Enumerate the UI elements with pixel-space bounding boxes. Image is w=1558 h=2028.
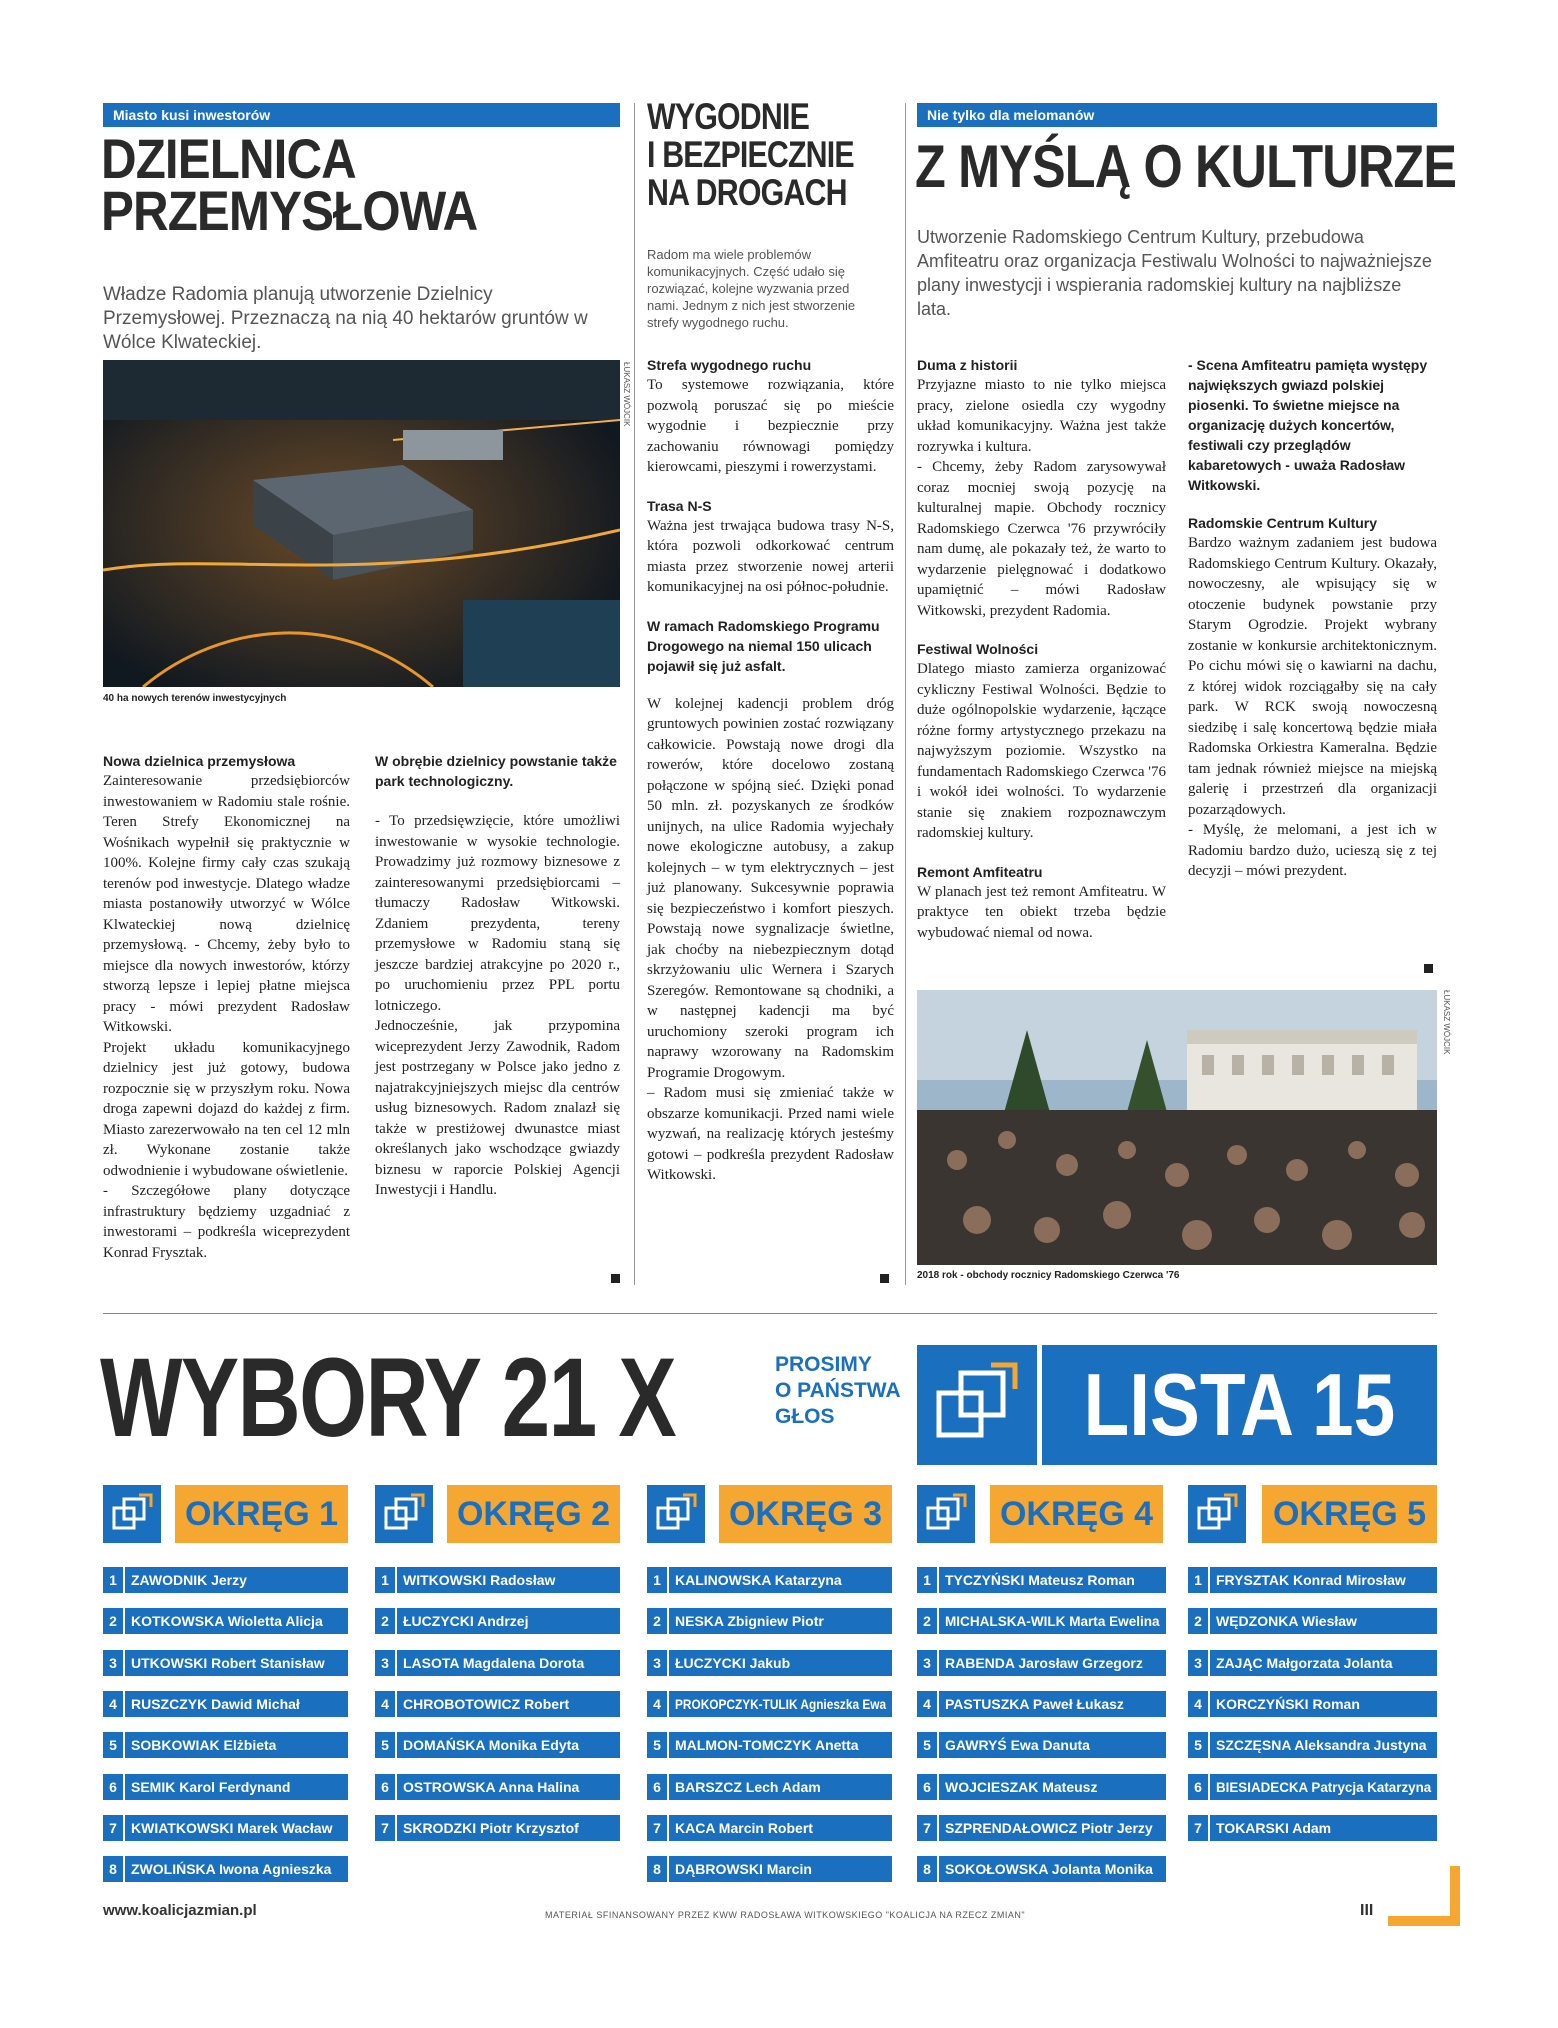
candidate-name: KORCZYŃSKI Roman — [1216, 1695, 1360, 1712]
candidate-number: 6 — [917, 1774, 939, 1800]
candidate-name: SZPRENDAŁOWICZ Piotr Jerzy — [945, 1819, 1153, 1836]
candidate-name: UTKOWSKI Robert Stanisław — [131, 1654, 325, 1671]
candidate-number: 4 — [103, 1691, 125, 1717]
candidate-name: MALMON-TOMCZYK Anetta — [675, 1737, 859, 1754]
candidate-name: GAWRYŚ Ewa Danuta — [945, 1737, 1090, 1754]
candidate-row — [917, 1732, 1166, 1758]
candidate-name: OSTROWSKA Anna Halina — [403, 1778, 580, 1795]
district-2-header: OKRĘG 2 — [447, 1485, 620, 1543]
middle-text-3: W kolejnej kadencji problem dróg gruntowych powinien zostać rozwiązany całkowicie. Powstają nowe drogi dla rowerów, które docelowo zostaną połączone w spójną sieć. Dzięki ponad 50 mln. zł. pozyskanych ze środków unijnych, na ulice Radomia wyjechały nowe ekologiczne autobusy, a zakup kolejnych – w tym elektrycznych – jest już planowany. Sukcesywnie poprawia się bezpieczeństwo i komfort pieszych. Powstają nowe sygnalizacje świetlne, jak choćby na niebezpiecznym dotąd skrzyżowaniu ulic Wernera i Szarych Szeregów. Remontowane są chodniki, a w następnej kadencji ma być uruchomiony szeroki program ich naprawy wzorowany na Radomskim Programie Drogowym. — [647, 695, 894, 1081]
candidate-row — [375, 1608, 620, 1634]
coalition-logo-icon — [1188, 1485, 1246, 1543]
candidate-number: 4 — [917, 1691, 939, 1717]
candidate-number: 7 — [917, 1815, 939, 1841]
candidate-number: 7 — [103, 1815, 125, 1841]
candidate-name: CHROBOTOWICZ Robert — [403, 1695, 570, 1712]
candidate-row — [1188, 1815, 1437, 1841]
candidate-name: DĄBROWSKI Marcin — [675, 1861, 812, 1878]
article-end-mark — [1424, 964, 1433, 973]
candidate-row — [647, 1608, 892, 1634]
candidate-number: 4 — [647, 1691, 669, 1717]
vote-request — [775, 1352, 901, 1430]
left-col1-paragraph: Zainteresowanie przedsiębiorców inwestowaniem w Radomiu stale rośnie. Teren Strefy Ekonomicznej na Wośnikach wypełnił się praktycznie w 100%. Kolejne firmy cały czas szukają terenów pod inwestycje. Dlatego władze miasta postanowiły utworzyć w Wólce Klwateckiej nową dzielnicę przemysłową. - Chcemy, żeby było to miejsce dla nowych inwestorów, którzy stworzą lepsze i lepiej płatne miejsca pracy - mówi prezydent Radosław Witkowski. — [103, 773, 350, 1035]
middle-text-2: Ważna jest trwająca budowa trasy N-S, która pozwoli odkorkować centrum miasta przez stworzenie nowej arterii komunikacyjnej na osi północ-południe. — [647, 517, 894, 595]
candidate-row — [103, 1608, 348, 1634]
list-number-label: LISTA 15 — [1083, 1355, 1396, 1454]
candidate-number: 2 — [647, 1608, 669, 1634]
candidate-row — [917, 1650, 1166, 1676]
middle-text-1: To systemowe rozwiązania, które pozwolą poruszać się po mieście wygodnie i bezpiecznie przy zachowaniu równowagi pomiędzy kierowcami, pieszymi i rowerzystami. — [647, 377, 894, 475]
right-text-1b: - Chcemy, żeby Radom zarysowywał coraz mocniej swoją pozycję na kulturalnej mapie. Obchody rocznicy Radomskiego Czerwca '76 przywróciły nam dumę, ale pokazały też, że warto to wydarzenie pielęgnować i dodatkowo upamiętnić – mówi Radosław Witkowski, prezydent Radomia. — [917, 459, 1166, 619]
vote-request-line: GŁOS — [775, 1405, 835, 1428]
coalition-logo-icon — [647, 1485, 705, 1543]
left-col1-paragraph: - Szczegółowe plany dotyczące infrastruktury będziemy uzgadniać z inwestorami – podkreśla wiceprezydent Konrad Frysztak. — [103, 1183, 350, 1261]
left-photo-caption: 40 ha nowych terenów inwestycyjnych — [103, 693, 287, 704]
candidate-row — [1188, 1608, 1437, 1634]
vote-request-line: PROSIMY — [775, 1353, 872, 1376]
candidate-name: ZAWODNIK Jerzy — [131, 1572, 247, 1588]
candidate-row — [1188, 1774, 1437, 1800]
left-column-1 — [103, 751, 350, 1263]
candidate-row — [917, 1856, 1166, 1882]
candidate-number: 3 — [103, 1650, 125, 1676]
candidate-row — [647, 1691, 892, 1717]
candidate-number: 6 — [103, 1774, 125, 1800]
candidate-number: 4 — [1188, 1691, 1210, 1717]
candidate-name: SEMIK Karol Ferdynand — [131, 1778, 291, 1795]
candidate-name: SKRODZKI Piotr Krzysztof — [403, 1819, 579, 1836]
candidate-name: TOKARSKI Adam — [1216, 1819, 1332, 1836]
district-1-header: OKRĘG 1 — [175, 1485, 348, 1543]
candidate-row — [103, 1650, 348, 1676]
middle-sub-3: W ramach Radomskiego Programu Drogowego na niemal 150 ulicach pojawił się już asfalt. — [647, 617, 880, 674]
candidate-name: ŁUCZYCKI Jakub — [675, 1654, 791, 1671]
left-col2-text — [375, 811, 620, 1201]
candidate-name: SOKOŁOWSKA Jolanta Monika — [945, 1861, 1153, 1878]
candidate-number: 5 — [917, 1732, 939, 1758]
candidate-number: 8 — [103, 1856, 125, 1882]
left-col2-paragraph: Jednocześnie, jak przypomina wiceprezydent Jerzy Zawodnik, Radom jest postrzegany w Polsce jako jedno z najatrakcyjniejszych miejsc dla centrów usług biznesowych. Radom znalazł się także w prestiżowej dwunastce miast określanych jako wschodzące gwiazdy biznesu w raporcie Polskiej Agencji Inwestycji i Handlu. — [375, 1018, 620, 1198]
left-headline-line1: DZIELNICA — [101, 127, 356, 190]
column-divider — [905, 103, 906, 1285]
middle-headline — [647, 98, 854, 212]
candidate-name: KACA Marcin Robert — [675, 1819, 813, 1836]
candidate-name: NESKA Zbigniew Piotr — [675, 1613, 824, 1630]
right-text-2: Dlatego miasto zamierza organizować cykliczny Festiwal Wolności. Będzie to duże ogólnopolskie wydarzenie, łączące różne formy artystycznego przekazu na najwyższym poziomie. Wszystko na fundamentach Radomskiego Czerwca '76 i wokół idei wolności. To wydarzenie stanie się znakiem rozpoznawczym radomskiej kultury. — [917, 661, 1166, 841]
candidate-row — [375, 1774, 620, 1800]
right-column-1 — [917, 355, 1166, 943]
candidate-number: 1 — [647, 1567, 669, 1593]
candidate-name: KWIATKOWSKI Marek Wacław — [131, 1819, 333, 1836]
middle-sub-2: Trasa N-S — [647, 497, 712, 514]
right-sub-2: Festiwal Wolności — [917, 641, 1039, 657]
coalition-logo-icon — [917, 1485, 975, 1543]
right-sub-4: Radomskie Centrum Kultury — [1188, 515, 1378, 531]
candidate-name: WITKOWSKI Radosław — [403, 1572, 556, 1588]
candidate-number: 1 — [917, 1567, 939, 1593]
candidate-row — [647, 1732, 892, 1758]
middle-lead: Radom ma wiele problemów komunikacyjnych. Część udało się rozwiązać, kolejne wyzwania przed nami. Jednym z nich jest stworzenie strefy wygodnego ruchu. — [647, 247, 856, 330]
left-col1-subheading: Nowa dzielnica przemysłowa — [103, 753, 296, 769]
candidate-row — [375, 1650, 620, 1676]
article-end-mark — [611, 1274, 620, 1283]
article-end-mark — [880, 1274, 889, 1283]
column-divider — [634, 103, 635, 1285]
left-col1-text — [103, 771, 350, 1263]
middle-column — [647, 355, 894, 1186]
right-headline: Z MYŚLĄ O KULTURZE — [915, 133, 1457, 200]
candidate-name: ZAJĄC Małgorzata Jolanta — [1216, 1654, 1393, 1671]
candidate-row — [375, 1567, 620, 1593]
right-quote: - Scena Amfiteatru pamięta występy największych gwiazd polskiej piosenki. To świetne miejsce na organizację dużych koncertów, festiwali czy przeglądów kabaretowych - uważa Radosław Witkowski. — [1188, 357, 1428, 493]
candidate-number: 2 — [375, 1608, 397, 1634]
right-kicker: Nie tylko dla melomanów — [917, 103, 1437, 127]
right-column-2 — [1188, 355, 1437, 882]
candidate-row — [375, 1691, 620, 1717]
candidate-row — [103, 1732, 348, 1758]
candidate-number: 3 — [1188, 1650, 1210, 1676]
candidate-name: DOMAŃSKA Monika Edyta — [403, 1737, 580, 1754]
left-headline-line2: PRZEMYSŁOWA — [101, 179, 478, 242]
right-lead: Utworzenie Radomskiego Centrum Kultury, przebudowa Amfiteatru oraz organizacja Festiwalu Wolności to najważniejsze plany inwestycji i wspierania radomskiej kultury na najbliższe lata. — [917, 227, 1432, 319]
candidate-number: 3 — [375, 1650, 397, 1676]
candidate-row — [103, 1815, 348, 1841]
right-text-1: Przyjazne miasto to nie tylko miejsca pracy, zielone osiedla czy wygodny układ komunikacyjny. Ważna jest także rozrywka i kultura. — [917, 377, 1166, 455]
left-headline — [101, 127, 478, 242]
middle-headline-line3: NA DROGACH — [647, 172, 847, 213]
coalition-logo-icon — [103, 1485, 161, 1543]
candidate-row — [647, 1774, 892, 1800]
candidate-row — [917, 1608, 1166, 1634]
candidate-number: 1 — [375, 1567, 397, 1593]
candidate-name: BARSZCZ Lech Adam — [675, 1778, 821, 1795]
middle-text-4: – Radom musi się zmieniać także w obszarze komunikacji. Przed nami wiele wyzwań, na realizację których jesteśmy gotowi – podkreśla prezydent Radosław Witkowski. — [647, 1085, 894, 1183]
candidate-row — [1188, 1691, 1437, 1717]
left-lead: Władze Radomia planują utworzenie Dzielnicy Przemysłowej. Przeznaczą na nią 40 hektarów gruntów w Wólce Klwateckiej. — [103, 284, 588, 353]
candidate-number: 4 — [375, 1691, 397, 1717]
candidate-number: 5 — [647, 1732, 669, 1758]
candidate-row — [1188, 1732, 1437, 1758]
right-sub-3: Remont Amfiteatru — [917, 863, 1043, 880]
candidate-row — [375, 1732, 620, 1758]
coalition-logo-icon — [917, 1345, 1037, 1465]
candidate-name: RUSZCZYK Dawid Michał — [131, 1695, 300, 1712]
candidate-row — [103, 1856, 348, 1882]
candidate-number: 2 — [103, 1608, 125, 1634]
candidate-name: KOTKOWSKA Wioletta Alicja — [131, 1613, 323, 1630]
left-col2-paragraph: - To przedsięwzięcie, które umożliwi inwestowanie w wysokie technologie. Prowadzimy już rozmowy biznesowe z zainteresowanymi przedsiębiorcami – tłumaczy Radosław Witkowski. Zdaniem prezydenta, tereny przemysłowe w Radomiu staną się jeszcze bardziej atrakcyjne po 2020 r., po uruchomieniu przez PPL portu lotniczego. — [375, 813, 620, 1014]
candidate-number: 2 — [1188, 1608, 1210, 1634]
candidate-number: 3 — [917, 1650, 939, 1676]
vote-request-line: O PAŃSTWA — [775, 1379, 901, 1402]
candidate-number: 7 — [1188, 1815, 1210, 1841]
right-text-4: Bardzo ważnym zadaniem jest budowa Radomskiego Centrum Kultury. Okazały, nowoczesny, ale wpisujący się w otoczenie budynek powstanie przy Starym Ogrodzie. Projekt wybrany zostanie w konkursie architektonicznym. Po cichu mówi się o kawiarni na dachu, z której widok rozciągałby się na cały park. W RCK swoją nowoczesną siedzibę i salę koncertową będzie miała Radomska Orkiestra Kameralna. Będzie tam jednak również miejsce na miejską galerię i przestrzeń dla organizacji pozarządowych. — [1188, 535, 1437, 818]
candidate-name: PASTUSZKA Paweł Łukasz — [945, 1695, 1124, 1712]
funding-disclaimer: MATERIAŁ SFINANSOWANY PRZEZ KWW RADOSŁAWA WITKOWSKIEGO "KOALICJA NA RZECZ ZMIAN" — [545, 1910, 1026, 1920]
candidate-name: ŁUCZYCKI Andrzej — [403, 1613, 529, 1630]
candidate-name: SZCZĘSNA Aleksandra Justyna — [1216, 1737, 1427, 1754]
industrial-district-photo — [103, 360, 620, 687]
candidate-number: 1 — [1188, 1567, 1210, 1593]
candidate-number: 1 — [103, 1567, 125, 1593]
right-text-5: - Myślę, że melomani, a jest ich w Radomiu bardzo dużo, ucieszą się z tej decyzji – mówi prezydent. — [1188, 822, 1437, 879]
candidate-row — [647, 1815, 892, 1841]
candidate-number: 5 — [103, 1732, 125, 1758]
candidate-row — [1188, 1650, 1437, 1676]
candidate-number: 6 — [1188, 1774, 1210, 1800]
left-col1-paragraph: Projekt układu komunikacyjnego dzielnicy jest już gotowy, budowa rozpocznie się w przyszłym roku. Nowa droga zapewni dojazd do każdej z firm. Miasto zarezerwowało na ten cel 12 mln zł. Wykonane zostanie także odwodnienie i wybudowane oświetlenie. — [103, 1039, 350, 1179]
page-number: III — [1360, 1902, 1374, 1919]
right-text-3: W planach jest też remont Amfiteatru. W praktyce ten obiekt trzeba będzie wybudować niemal od nowa. — [917, 883, 1166, 941]
candidate-number: 5 — [375, 1732, 397, 1758]
candidate-number: 5 — [1188, 1732, 1210, 1758]
candidate-name: PROKOPCZYK-TULIK Agnieszka Ewa — [675, 1695, 887, 1712]
concert-crowd-photo — [917, 990, 1437, 1265]
candidate-number: 2 — [917, 1608, 939, 1634]
candidate-name: MICHALSKA-WILK Marta Ewelina — [945, 1613, 1160, 1630]
candidate-row — [375, 1815, 620, 1841]
candidate-row — [917, 1774, 1166, 1800]
candidate-name: KALINOWSKA Katarzyna — [675, 1572, 842, 1588]
candidate-row — [103, 1774, 348, 1800]
candidate-row — [103, 1691, 348, 1717]
candidate-row — [647, 1856, 892, 1882]
candidate-name: WĘDZONKA Wiesław — [1216, 1613, 1357, 1630]
left-col2-subheading: W obrębie dzielnicy powstanie także park technologiczny. — [375, 753, 617, 789]
candidate-name: TYCZYŃSKI Mateusz Roman — [945, 1572, 1135, 1588]
candidate-number: 6 — [647, 1774, 669, 1800]
candidate-row — [647, 1567, 892, 1593]
candidate-row — [917, 1567, 1166, 1593]
coalition-logo-icon — [375, 1485, 433, 1543]
candidate-number: 7 — [375, 1815, 397, 1841]
candidate-row — [1188, 1567, 1437, 1593]
list-number-badge — [1042, 1345, 1437, 1465]
election-title: WYBORY 21 X — [100, 1335, 676, 1460]
district-5-header: OKRĘG 5 — [1262, 1485, 1437, 1543]
candidate-row — [917, 1815, 1166, 1841]
candidate-name: WOJCIESZAK Mateusz — [945, 1778, 1098, 1795]
candidate-name: RABENDA Jarosław Grzegorz — [945, 1654, 1143, 1671]
candidate-number: 8 — [647, 1856, 669, 1882]
candidate-name: FRYSZTAK Konrad Mirosław — [1216, 1572, 1406, 1588]
district-3-header: OKRĘG 3 — [719, 1485, 892, 1543]
left-column-2 — [375, 751, 620, 1201]
right-photo-caption: 2018 rok - obchody rocznicy Radomskiego Czerwca '76 — [917, 1270, 1180, 1281]
middle-headline-line2: I BEZPIECZNIE — [647, 134, 854, 175]
district-4-header: OKRĘG 4 — [990, 1485, 1163, 1543]
candidate-row — [917, 1691, 1166, 1717]
section-divider — [103, 1313, 1437, 1314]
right-photo-credit: ŁUKASZ WÓJCIK — [1442, 990, 1451, 1055]
left-photo-credit: ŁUKASZ WÓJCIK — [622, 362, 631, 427]
right-sub-1: Duma z historii — [917, 357, 1018, 373]
middle-headline-line1: WYGODNIE — [647, 96, 810, 137]
corner-accent — [1450, 1866, 1460, 1926]
candidate-number: 8 — [917, 1856, 939, 1882]
candidate-row — [103, 1567, 348, 1593]
candidate-name: SOBKOWIAK Elżbieta — [131, 1737, 277, 1754]
candidate-number: 3 — [647, 1650, 669, 1676]
candidate-number: 6 — [375, 1774, 397, 1800]
middle-sub-1: Strefa wygodnego ruchu — [647, 357, 812, 373]
left-kicker: Miasto kusi inwestorów — [103, 103, 620, 127]
website-link[interactable]: www.koalicjazmian.pl — [103, 1902, 257, 1919]
candidate-name: ZWOLIŃSKA Iwona Agnieszka — [131, 1861, 332, 1878]
candidate-name: BIESIADECKA Patrycja Katarzyna — [1216, 1778, 1432, 1795]
candidate-name: LASOTA Magdalena Dorota — [403, 1654, 585, 1671]
candidate-number: 7 — [647, 1815, 669, 1841]
candidate-row — [647, 1650, 892, 1676]
